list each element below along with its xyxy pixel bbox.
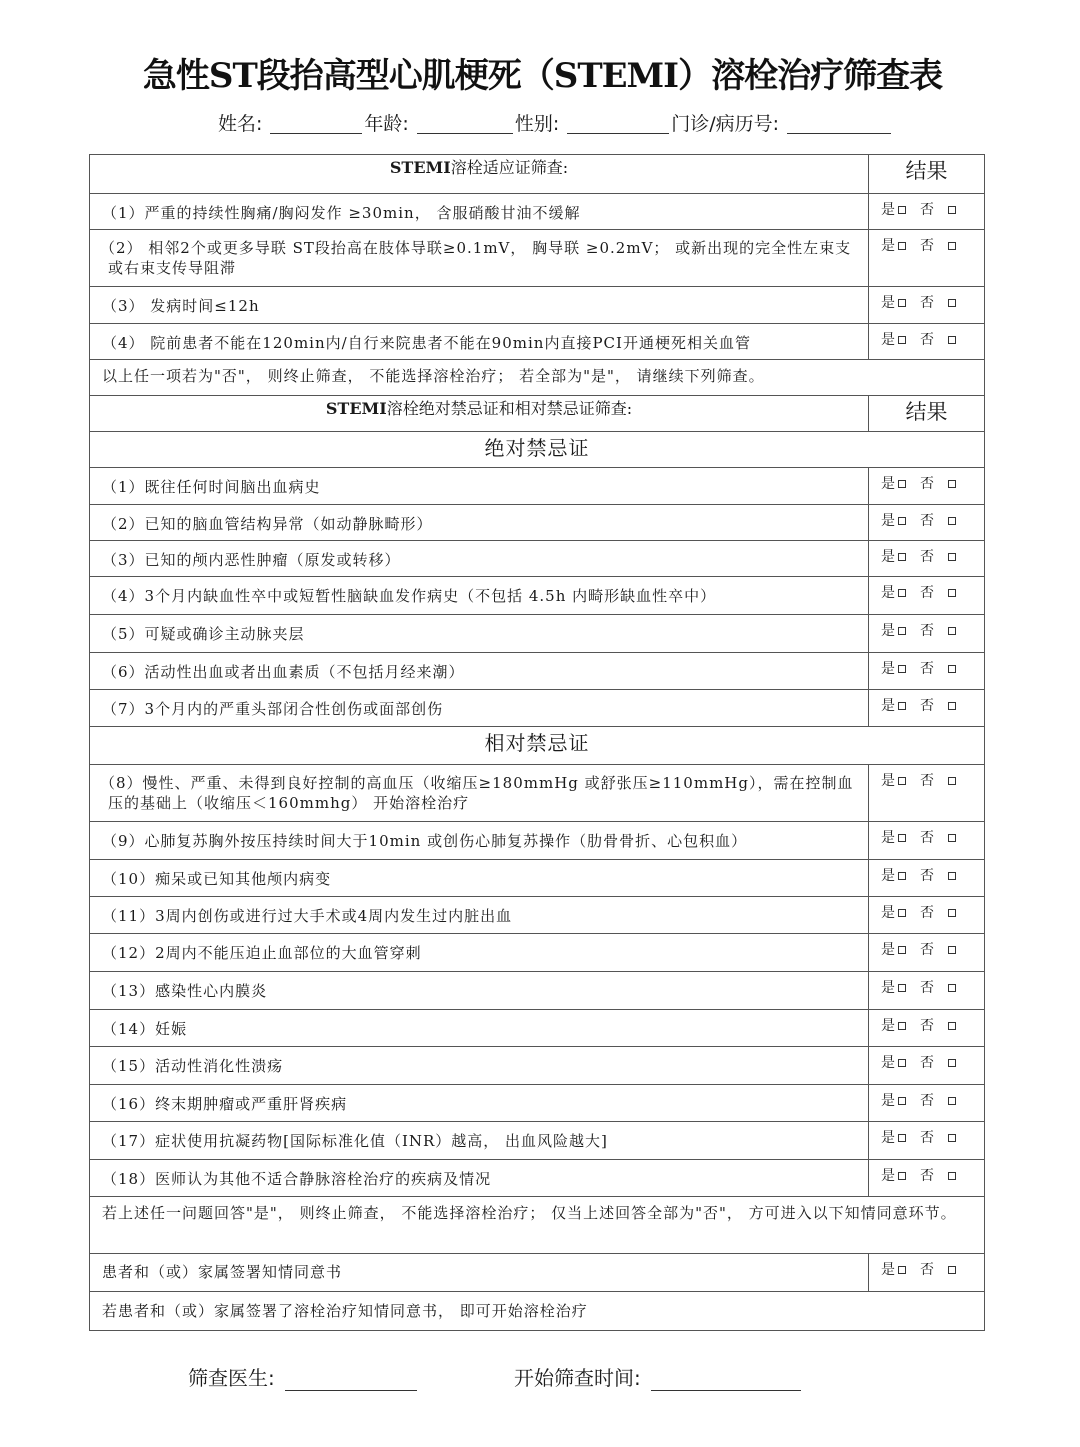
yes-label: 是 (881, 585, 895, 601)
result-options (869, 765, 985, 822)
table-row (90, 1010, 985, 1047)
contraindications-header-row (90, 396, 985, 432)
result-options (869, 1122, 985, 1160)
table-row (90, 1047, 985, 1085)
result-options (869, 653, 985, 690)
yes-checkbox[interactable] (898, 242, 906, 250)
result-options (869, 860, 985, 897)
indication-item-4: （4） 院前患者不能在120min内/自行来院患者不能在90min内直接PCI开通梗死相关血管 (90, 324, 869, 360)
relative-item-12: （12）2周内不能压迫止血部位的大血管穿刺 (90, 934, 869, 972)
relative-item-18: （18）医师认为其他不适合静脉溶栓治疗的疾病及情况 (90, 1160, 869, 1197)
table-row (90, 1122, 985, 1160)
yes-checkbox[interactable] (898, 553, 906, 561)
patient-info-row (218, 110, 893, 136)
table-row (90, 1085, 985, 1122)
table-row (90, 505, 985, 541)
gender-label: 性别: (514, 113, 560, 135)
relative-item-8: （8）慢性、严重、未得到良好控制的高血压（收缩压≥180mmHg 或舒张压≥110mmHg），需在控制血压的基础上（收缩压＜160mmhg） 开始溶栓治疗 (90, 765, 869, 822)
relative-item-15: （15）活动性消化性溃疡 (90, 1047, 869, 1085)
no-label: 否 (920, 698, 934, 714)
no-label: 否 (920, 905, 934, 921)
absolute-title-row (90, 432, 985, 468)
no-label: 否 (920, 238, 934, 254)
no-label: 否 (920, 661, 934, 677)
doctor-field[interactable] (285, 1369, 417, 1391)
absolute-item-3: （3）已知的颅内恶性肿瘤（原发或转移） (90, 541, 869, 577)
result-header: 结果 (869, 396, 985, 432)
no-label: 否 (920, 980, 934, 996)
yes-checkbox[interactable] (898, 1172, 906, 1180)
no-label: 否 (920, 1018, 934, 1034)
yes-label: 是 (881, 623, 895, 639)
table-row (90, 897, 985, 934)
relative-item-13: （13）感染性心内膜炎 (90, 972, 869, 1010)
no-label: 否 (920, 332, 934, 348)
consent-item: 患者和（或）家属签署知情同意书 (90, 1254, 869, 1292)
header-bold-text: STEMI (389, 158, 451, 177)
relative-item-14: （14）妊娠 (90, 1010, 869, 1047)
yes-checkbox[interactable] (898, 517, 906, 525)
no-label: 否 (920, 295, 934, 311)
no-label: 否 (920, 1130, 934, 1146)
table-row (90, 690, 985, 727)
no-checkbox[interactable] (948, 946, 956, 954)
yes-checkbox[interactable] (898, 777, 906, 785)
yes-label: 是 (881, 513, 895, 529)
gender-field[interactable] (567, 114, 669, 134)
no-checkbox[interactable] (948, 1097, 956, 1105)
no-label: 否 (920, 1055, 934, 1071)
indications-header (90, 155, 869, 194)
yes-label: 是 (881, 1168, 895, 1184)
result-options (869, 690, 985, 727)
no-label: 否 (920, 942, 934, 958)
no-checkbox[interactable] (948, 909, 956, 917)
no-label: 否 (920, 830, 934, 846)
yes-label: 是 (881, 1055, 895, 1071)
result-options (869, 468, 985, 505)
name-label: 姓名: (218, 113, 263, 135)
table-row (90, 577, 985, 615)
result-header: 结果 (869, 155, 985, 194)
result-options (869, 287, 985, 324)
yes-label: 是 (881, 238, 895, 254)
no-checkbox[interactable] (948, 984, 956, 992)
page-title: 急性ST段抬高型心肌梗死（STEMI）溶栓治疗筛查表 (142, 56, 943, 96)
yes-label: 是 (881, 698, 895, 714)
yes-checkbox[interactable] (898, 946, 906, 954)
yes-label: 是 (881, 830, 895, 846)
no-checkbox[interactable] (948, 206, 956, 214)
no-label: 否 (920, 1168, 934, 1184)
result-options (869, 505, 985, 541)
yes-label: 是 (881, 980, 895, 996)
absolute-item-7: （7）3个月内的严重头部闭合性创伤或面部创伤 (90, 690, 869, 727)
screening-time-field[interactable] (651, 1369, 801, 1391)
yes-checkbox[interactable] (898, 909, 906, 917)
doctor-signature-row (188, 1362, 417, 1391)
no-checkbox[interactable] (948, 517, 956, 525)
doctor-label: 筛查医生: (188, 1366, 275, 1390)
yes-checkbox[interactable] (898, 1022, 906, 1030)
result-options (869, 541, 985, 577)
table-row (90, 822, 985, 860)
indication-item-1: （1）严重的持续性胸痛/胸闷发作 ≥30min， 含服硝酸甘油不缓解 (90, 194, 869, 230)
no-checkbox[interactable] (948, 480, 956, 488)
age-field[interactable] (417, 114, 513, 134)
relative-item-10: （10）痴呆或已知其他颅内病变 (90, 860, 869, 897)
contraindications-note: 若上述任一问题回答"是"， 则终止筛查， 不能选择溶栓治疗； 仅当上述回答全部为"否"， 方可进入以下知情同意环节。 (90, 1197, 985, 1254)
relative-item-17: （17）症状使用抗凝药物[国际标准化值（INR）越高， 出血风险越大] (90, 1122, 869, 1160)
screening-time-row (514, 1362, 801, 1391)
table-row (90, 541, 985, 577)
record-number-field[interactable] (787, 114, 891, 134)
absolute-item-5: （5）可疑或确诊主动脉夹层 (90, 615, 869, 653)
no-checkbox[interactable] (948, 665, 956, 673)
header-bold-text: STEMI (325, 399, 387, 418)
indication-item-3: （3） 发病时间≤12h (90, 287, 869, 324)
yes-checkbox[interactable] (898, 1134, 906, 1142)
no-checkbox[interactable] (948, 589, 956, 597)
yes-label: 是 (881, 868, 895, 884)
relative-item-11: （11）3周内创伤或进行过大手术或4周内发生过内脏出血 (90, 897, 869, 934)
yes-checkbox[interactable] (898, 834, 906, 842)
yes-label: 是 (881, 332, 895, 348)
absolute-item-2: （2）已知的脑血管结构异常（如动静脉畸形） (90, 505, 869, 541)
no-label: 否 (920, 1262, 934, 1278)
absolute-contraindications-title: 绝对禁忌证 (90, 432, 985, 468)
table-row (90, 1254, 985, 1292)
no-checkbox[interactable] (948, 627, 956, 635)
yes-label: 是 (881, 1130, 895, 1146)
absolute-item-4: （4）3个月内缺血性卒中或短暂性脑缺血发作病史（不包括 4.5h 内畸形缺血性卒中） (90, 577, 869, 615)
table-row (90, 860, 985, 897)
indication-item-2: （2） 相邻2个或更多导联 ST段抬高在肢体导联≥0.1mV， 胸导联 ≥0.2mV； 或新出现的完全性左束支或右束支传导阻滞 (90, 230, 869, 287)
result-options (869, 324, 985, 360)
yes-label: 是 (881, 661, 895, 677)
record-number-label: 门诊/病历号: (671, 113, 780, 135)
screening-time-label: 开始筛查时间: (514, 1366, 641, 1390)
contraindications-note-row (90, 1197, 985, 1254)
no-checkbox[interactable] (948, 242, 956, 250)
result-options (869, 230, 985, 287)
no-checkbox[interactable] (948, 834, 956, 842)
no-checkbox[interactable] (948, 777, 956, 785)
result-options (869, 1047, 985, 1085)
no-label: 否 (920, 513, 934, 529)
result-options (869, 615, 985, 653)
yes-label: 是 (881, 476, 895, 492)
table-row (90, 934, 985, 972)
result-options (869, 194, 985, 230)
result-options (869, 934, 985, 972)
result-options (869, 1085, 985, 1122)
table-row (90, 468, 985, 505)
yes-checkbox[interactable] (898, 1266, 906, 1274)
result-options (869, 1010, 985, 1047)
yes-label: 是 (881, 1262, 895, 1278)
no-label: 否 (920, 549, 934, 565)
no-label: 否 (920, 868, 934, 884)
header-text: 溶栓绝对禁忌证和相对禁忌证筛查: (386, 399, 633, 418)
header-text: 溶栓适应证筛查: (450, 158, 569, 177)
table-row (90, 972, 985, 1010)
no-checkbox[interactable] (948, 553, 956, 561)
indications-header-row (90, 155, 985, 194)
yes-label: 是 (881, 1018, 895, 1034)
no-label: 否 (920, 623, 934, 639)
yes-checkbox[interactable] (898, 299, 906, 307)
yes-label: 是 (881, 202, 895, 218)
table-row (90, 324, 985, 360)
no-checkbox[interactable] (948, 336, 956, 344)
yes-checkbox[interactable] (898, 480, 906, 488)
result-options (869, 1254, 985, 1292)
table-row (90, 230, 985, 287)
relative-item-9: （9）心肺复苏胸外按压持续时间大于10min 或创伤心肺复苏操作（肋骨骨折、心包积血） (90, 822, 869, 860)
yes-checkbox[interactable] (898, 984, 906, 992)
no-checkbox[interactable] (948, 1059, 956, 1067)
consent-note: 若患者和（或）家属签署了溶栓治疗知情同意书， 即可开始溶栓治疗 (90, 1292, 985, 1331)
result-options (869, 972, 985, 1010)
yes-label: 是 (881, 295, 895, 311)
yes-label: 是 (881, 773, 895, 789)
yes-checkbox[interactable] (898, 589, 906, 597)
table-row (90, 194, 985, 230)
indications-note-row (90, 360, 985, 396)
yes-checkbox[interactable] (898, 627, 906, 635)
no-checkbox[interactable] (948, 1134, 956, 1142)
name-field[interactable] (270, 114, 362, 134)
relative-item-16: （16）终末期肿瘤或严重肝肾疾病 (90, 1085, 869, 1122)
yes-checkbox[interactable] (898, 665, 906, 673)
table-row (90, 287, 985, 324)
yes-checkbox[interactable] (898, 702, 906, 710)
yes-label: 是 (881, 942, 895, 958)
no-label: 否 (920, 585, 934, 601)
no-checkbox[interactable] (948, 1172, 956, 1180)
result-options (869, 897, 985, 934)
no-checkbox[interactable] (948, 299, 956, 307)
yes-label: 是 (881, 905, 895, 921)
table-row (90, 1160, 985, 1197)
yes-checkbox[interactable] (898, 336, 906, 344)
consent-note-row (90, 1292, 985, 1331)
absolute-item-6: （6）活动性出血或者出血素质（不包括月经来潮） (90, 653, 869, 690)
absolute-item-1: （1）既往任何时间脑出血病史 (90, 468, 869, 505)
screening-table (89, 154, 985, 1331)
age-label: 年龄: (364, 113, 409, 135)
relative-title-row (90, 727, 985, 765)
no-label: 否 (920, 1093, 934, 1109)
table-row (90, 653, 985, 690)
yes-checkbox[interactable] (898, 1059, 906, 1067)
yes-label: 是 (881, 549, 895, 565)
yes-checkbox[interactable] (898, 872, 906, 880)
yes-checkbox[interactable] (898, 206, 906, 214)
no-label: 否 (920, 476, 934, 492)
result-options (869, 822, 985, 860)
no-checkbox[interactable] (948, 1022, 956, 1030)
result-options (869, 577, 985, 615)
no-label: 否 (920, 773, 934, 789)
indications-note: 以上任一项若为"否"， 则终止筛查， 不能选择溶栓治疗； 若全部为"是"， 请继续下列筛查。 (90, 360, 985, 396)
no-label: 否 (920, 202, 934, 218)
relative-contraindications-title: 相对禁忌证 (90, 727, 985, 765)
table-row (90, 765, 985, 822)
yes-label: 是 (881, 1093, 895, 1109)
no-checkbox[interactable] (948, 872, 956, 880)
no-checkbox[interactable] (948, 702, 956, 710)
contraindications-header (90, 396, 869, 432)
no-checkbox[interactable] (948, 1266, 956, 1274)
table-row (90, 615, 985, 653)
yes-checkbox[interactable] (898, 1097, 906, 1105)
result-options (869, 1160, 985, 1197)
